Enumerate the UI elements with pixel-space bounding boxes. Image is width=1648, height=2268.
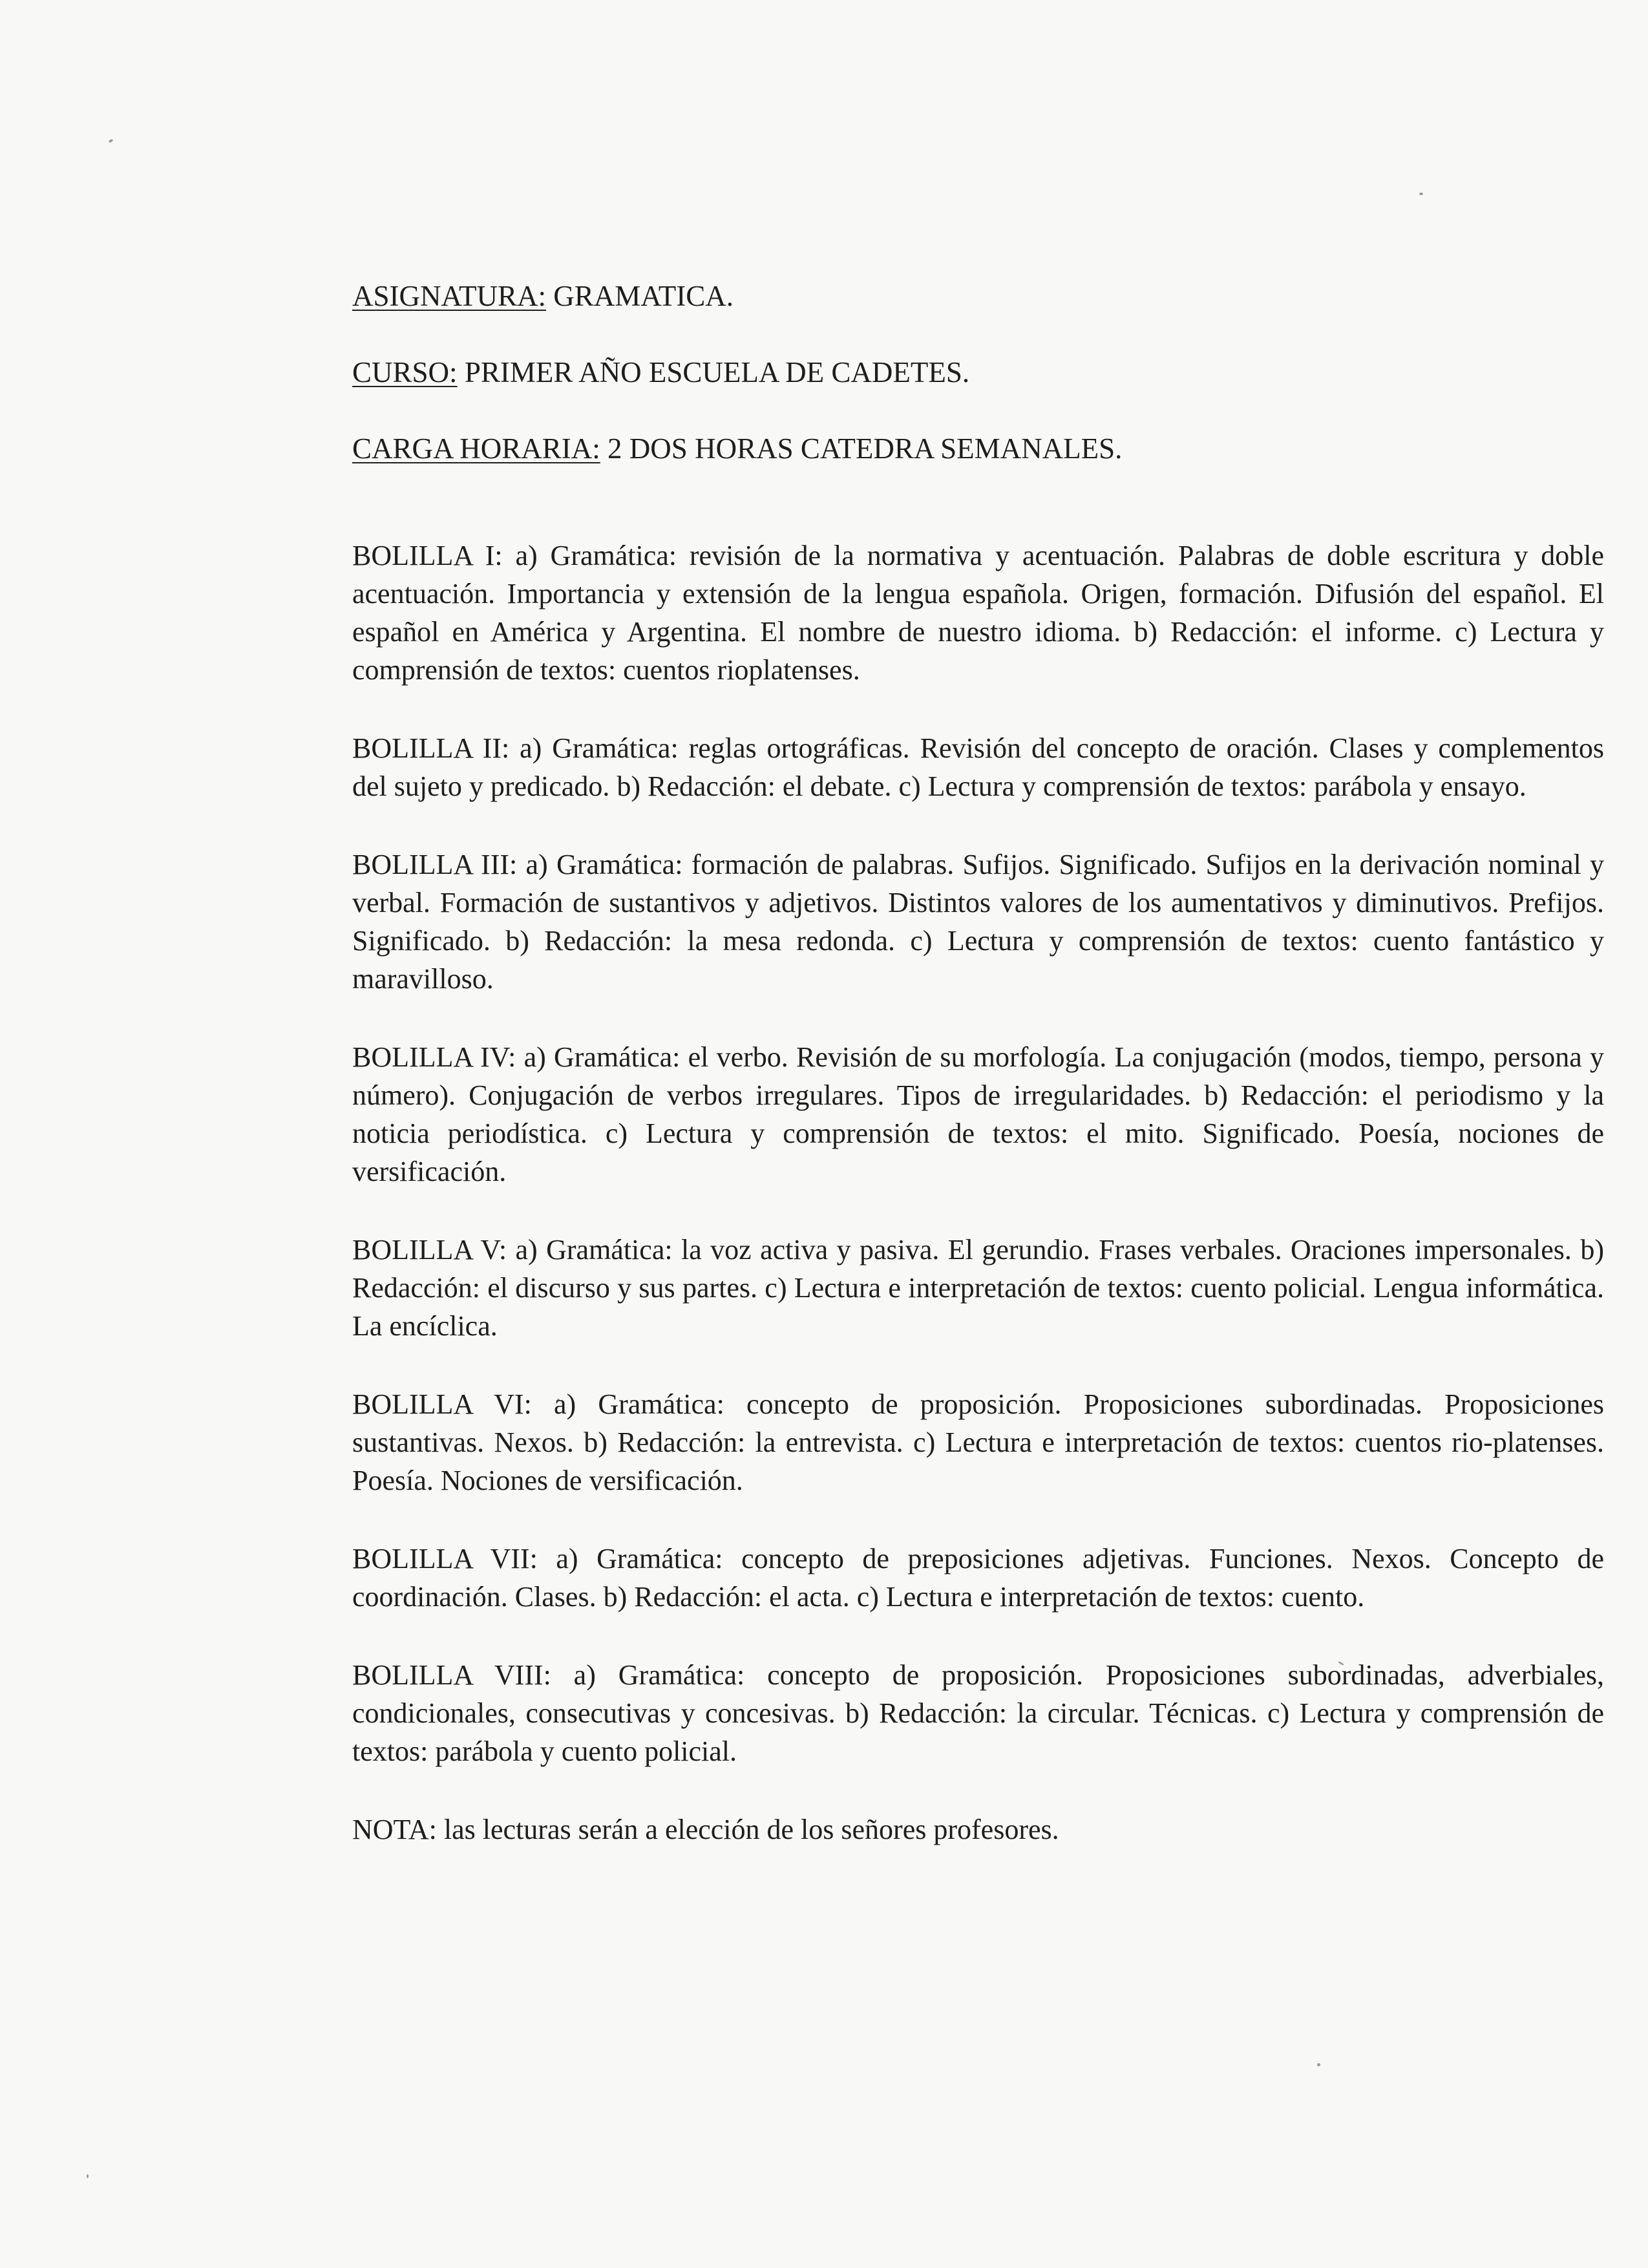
syllabus-body (352, 536, 1604, 1889)
scan-speck (108, 139, 113, 143)
hours-label: CARGA HORARIA: (352, 432, 600, 465)
bolilla-paragraph: BOLILLA VII: a) Gramática: concepto de preposiciones adjetivas. Funciones. Nexos. Concepto de coordinación. Clases. b) Redacción: el acta. c) Lectura e interpretación de textos: cuento. (352, 1543, 1604, 1613)
course-header (352, 278, 1619, 507)
bolilla-paragraph: BOLILLA IV: a) Gramática: el verbo. Revisión de su morfología. La conjugación (modos, tiempo, persona y número). Conjugación de verbos irregulares. Tipos de irregularidades. b) Redacción: el periodismo y la noticia periodística. c) Lectura y comprensión de textos: el mito. Significado. Poesía, nociones de versificación. (352, 1041, 1604, 1187)
course-line (352, 354, 1619, 390)
subject-label: ASIGNATURA: (352, 280, 547, 312)
bolilla-paragraph: BOLILLA III: a) Gramática: formación de palabras. Sufijos. Significado. Sufijos en la derivación nominal y verbal. Formación de sustantivos y adjetivos. Distintos valores de los aumentativos y diminutivos. Prefijos. Significado. b) Redacción: la mesa redonda. c) Lectura y comprensión de textos: cuento fantástico y maravilloso. (352, 849, 1604, 995)
subject-line (352, 278, 1619, 314)
scan-speck (1419, 193, 1423, 195)
bolilla-paragraph: BOLILLA V: a) Gramática: la voz activa y pasiva. El gerundio. Frases verbales. Oraciones impersonales. b) Redacción: el discurso y sus partes. c) Lectura e interpretación de textos: cuento policial. Lengua informática. La encíclica. (352, 1234, 1604, 1342)
subject-value: GRAMATICA. (546, 280, 734, 312)
note-paragraph: NOTA: las lecturas serán a elección de los señores profesores. (352, 1814, 1059, 1845)
scan-speck (1317, 2063, 1320, 2066)
bolilla-paragraph: BOLILLA I: a) Gramática: revisión de la normativa y acentuación. Palabras de doble escritura y doble acentuación. Importancia y extensión de la lengua española. Origen, formación. Difusión del español. El español en América y Argentina. El nombre de nuestro idioma. b) Redacción: el informe. c) Lectura y comprensión de textos: cuentos rioplatenses. (352, 540, 1604, 686)
hours-value: 2 DOS HORAS CATEDRA SEMANALES. (600, 432, 1123, 465)
bolilla-paragraph: BOLILLA II: a) Gramática: reglas ortográficas. Revisión del concepto de oración. Clases y complementos del sujeto y predicado. b) Redacción: el debate. c) Lectura y comprensión de textos: parábola y ensayo. (352, 732, 1604, 802)
bolilla-paragraph: BOLILLA VIII: a) Gramática: concepto de proposición. Proposiciones subordinadas, adverbiales, condicionales, consecutivas y concesivas. b) Redacción: la circular. Técnicas. c) Lectura y comprensión de textos: parábola y cuento policial. (352, 1659, 1604, 1767)
course-label: CURSO: (352, 356, 458, 388)
course-value: PRIMER AÑO ESCUELA DE CADETES. (457, 356, 970, 388)
bolilla-paragraph: BOLILLA VI: a) Gramática: concepto de proposición. Proposiciones subordinadas. Proposiciones sustantivas. Nexos. b) Redacción: la entrevista. c) Lectura e interpretación de textos: cuentos rio-platenses. Poesía. Nociones de versificación. (352, 1388, 1604, 1496)
scan-speck (87, 2174, 89, 2178)
hours-line (352, 430, 1619, 467)
